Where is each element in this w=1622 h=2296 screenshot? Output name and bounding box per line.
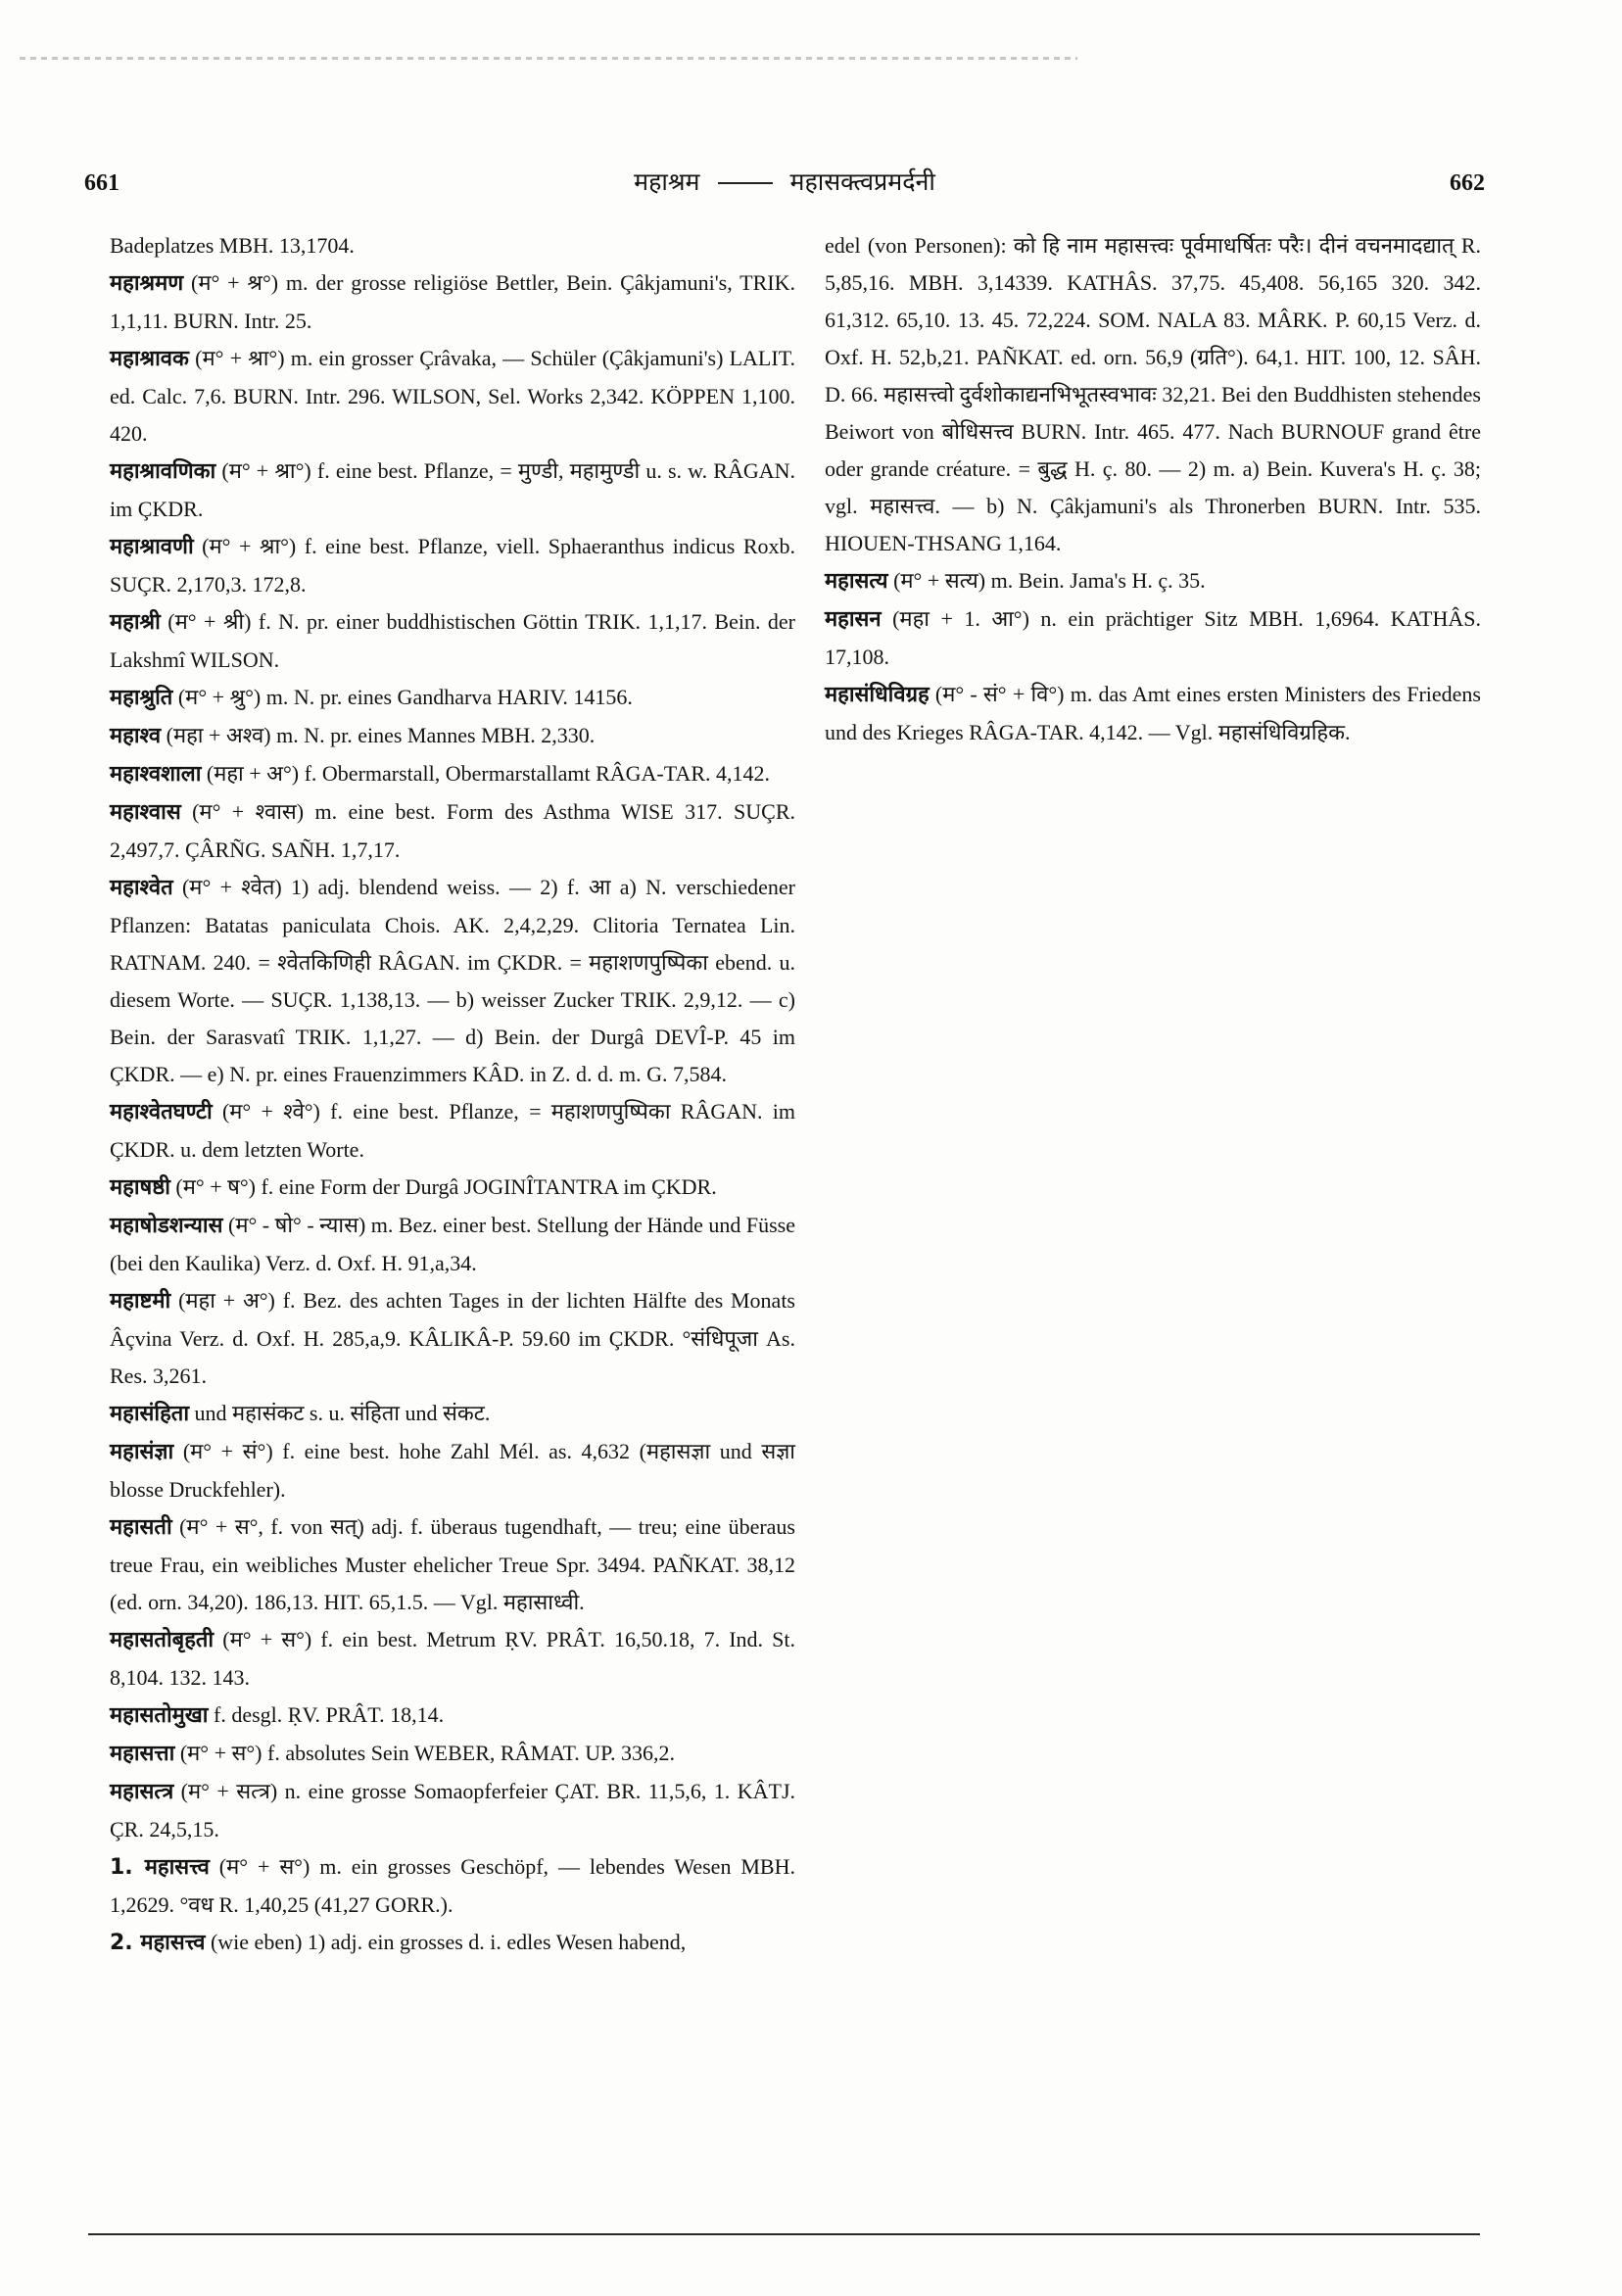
dictionary-entry [110,755,795,793]
headword: महाषष्ठी [110,1175,170,1200]
entry-text: (म° + सत्य) m. Bein. Jama's H. ç. 35. [893,568,1206,593]
running-title [84,165,1485,198]
dictionary-entry [110,264,795,340]
headword: महाश्रावणी [110,535,194,559]
entry-text: (म° + स°) m. ein grosses Geschöpf, — lebendes Wesen MBH. 1,2629. °वध R. 1,40,25 (41,27 GORR.). [110,1854,795,1917]
dictionary-entry [110,869,795,1093]
headword: महाश्रुति [110,686,173,710]
entry-text: (म° + श्रा°) f. eine best. Pflanze, = मुण्डी, महामुण्डी u. s. w. RÂGAN. im ÇKDR. [110,458,796,521]
headword: महासन [825,607,882,632]
headword: महाश्रावक [110,347,189,371]
entry-text: (म° + स°, f. von सत्) adj. f. überaus tugendhaft, — treu; eine überaus treue Frau, ein weibliches Muster ehelicher Treue Spr. 3494. PAÑKAT. 38,12 (ed. orn. 34,20). 186,13. HIT. 65,1.5. — Vgl. महासाध्वी. [110,1514,795,1614]
entry-text: (म° - षो° - न्यास) m. Bez. einer best. Stellung der Hände und Füsse (bei den Kaulika) Verz. d. Oxf. H. 91,a,34. [110,1213,795,1275]
dictionary-entry [110,1207,795,1282]
dictionary-entry [110,1433,795,1508]
dictionary-entry [110,1169,795,1207]
entry-text: (महा + अश्व) m. N. pr. eines Mannes MBH. 2,330. [166,723,596,747]
page-number-right: 662 [1450,170,1485,196]
entry-text: (महा + अ°) f. Bez. des achten Tages in der lichten Hälfte des Monats Âçvina Verz. d. Oxf. H. 285,a,9. KÂLIKÂ-P. 59.60 im ÇKDR. °संधिपूजा As. Res. 3,261. [110,1288,795,1388]
right-column [825,227,1481,751]
entry-text: edel (von Personen): को हि नाम महासत्त्वः पूर्वमाधर्षितः परैः। दीनं वचनमादद्यात् R. 5,85,16. MBH. 3,14339. KATHÂS. 37,75. 45,408. 56,165 320. 342. 61,312. 65,10. 13. 45. 72,224. SOM. NALA 83. MÂRK. P. 60,15 Verz. d. Oxf. H. 52,b,21. PAÑKAT. ed. orn. 56,9 (ग्रति°). 64,1. HIT. 100, 12. SÂH. D. 66. महासत्त्वो दुर्वशोकाद्यनभिभूतस्वभावः 32,21. Bei den Buddhisten stehendes Beiwort von बोधिसत्त्व BURN. Intr. 465. 477. Nach BURNOUF grand être oder grande créature. = बुद्ध H. ç. 80. — 2) m. a) Bein. Kuvera's H. ç. 38; vgl. महासत्त्व. — b) N. Çâkjamuni's als Thronerben BURN. Intr. 535. HIOUEN-THSANG 1,164. [825,233,1481,555]
entry-text: (म° + श्वेत) 1) adj. blendend weiss. — 2) f. आ a) N. verschiedener Pflanzen: Batatas paniculata Chois. AK. 2,4,2,29. Clitoria Ternatea Lin. RATNAM. 240. = श्वेतकिणिही RÂGAN. im ÇKDR. = महाशणपुष्पिका ebend. u. diesem Worte. — SUÇR. 1,138,13. — b) weisser Zucker TRIK. 2,9,12. — c) Bein. der Sarasvatî TRIK. 1,1,27. — d) Bein. der Durgâ DEVÎ-P. 45 im ÇKDR. — e) N. pr. eines Frauenzimmers KÂD. in Z. d. d. m. G. 7,584. [110,875,796,1086]
headword: महाश्वशाला [110,762,202,787]
entry-text: (म° + श्र°) m. der grosse religiöse Bettler, Bein. Çâkjamuni's, TRIK. 1,1,11. BURN. Intr. 25. [110,270,796,333]
dictionary-entry [110,453,795,528]
entry-text: (म° + श्रा°) m. ein grosser Çrâvaka, — Schüler (Çâkjamuni's) LALIT. ed. Calc. 7,6. BURN. Intr. 296. WILSON, Sel. Works 2,342. KÖPPEN 1,100. 420. [110,346,795,446]
headword: महासंज्ञा [110,1440,174,1464]
left-column [110,227,795,1962]
headword: महासत्त्र [110,1780,174,1804]
dictionary-entry [110,603,795,679]
entry-text: (म° + स°) f. absolutes Sein WEBER, RÂMAT. UP. 336,2. [179,1741,675,1765]
dictionary-entry [110,1508,795,1621]
dictionary-entry [110,227,795,264]
entry-text: (म° + सत्त्र) n. eine grosse Somaopferfeier ÇAT. BR. 11,5,6, 1. KÂTJ. ÇR. 24,5,15. [110,1779,796,1842]
entry-text: (म° + श्री) f. N. pr. einer buddhistischen Göttin TRIK. 1,1,17. Bein. der Lakshmî WILSON. [110,609,795,672]
page-number-left: 661 [84,170,119,196]
headword: महासंधिविग्रह [825,683,930,707]
headword: महासतोमुखा [110,1703,209,1728]
entry-text: (म° + श्वास) m. eine best. Form des Asthma WISE 317. SUÇR. 2,497,7. ÇÂRÑG. SAÑH. 1,7,17. [110,799,795,862]
headword: महाश्व [110,724,162,748]
bottom-rule [88,2233,1480,2235]
dictionary-entry [825,227,1481,562]
headword: महाश्वेत [110,876,173,900]
dictionary-entry [825,600,1481,676]
headword: महाश्रावणिका [110,459,216,484]
headword: महासत्य [825,569,888,594]
title-dash [718,182,773,184]
running-title-first-word: महाश्रम [634,167,700,196]
entry-text: und महासंकट s. u. संहिता und संकट. [194,1401,491,1425]
dictionary-entry [110,1924,795,1962]
entry-text: (wie eben) 1) adj. ein grosses d. i. edles Wesen habend, [210,1930,687,1954]
running-title-last-word: महासक्त्वप्रमर्दनी [789,167,935,196]
entry-text: Badeplatzes MBH. 13,1704. [110,233,355,258]
dictionary-entry [110,1395,795,1433]
dictionary-entry [110,1621,795,1697]
dictionary-entry [110,1282,795,1395]
headword: 1. महासत्त्व [110,1855,210,1880]
headword: महाश्वास [110,800,181,825]
entry-text: (महा + अ°) f. Obermarstall, Obermarstallamt RÂGA-TAR. 4,142. [206,761,770,786]
entry-text: (म° + श्रु°) m. N. pr. eines Gandharva HARIV. 14156. [177,685,633,709]
dictionary-entry [110,793,795,869]
entry-text: (म° + सं°) f. eine best. hohe Zahl Mél. as. 4,632 (महासज्ञा und सज्ञा blosse Druckfehler). [110,1439,795,1502]
entry-text: (म° + श्रा°) f. eine best. Pflanze, viell. Sphaeranthus indicus Roxb. SUÇR. 2,170,3. 172,8. [110,534,796,597]
dictionary-entry [110,1093,795,1169]
headword: 2. महासत्त्व [110,1931,206,1955]
dictionary-entry [110,528,795,603]
headword: महाश्री [110,610,161,635]
dictionary-entry [825,562,1481,600]
dictionary-entry [110,717,795,755]
dictionary-entry [110,1735,795,1773]
entry-text: (म° - सं° + वि°) m. das Amt eines ersten Ministers des Friedens und des Krieges RÂGA-TAR. 4,142. — Vgl. महासंधिविग्रहिक. [825,682,1481,744]
dictionary-entry [110,340,795,453]
headword: महासती [110,1515,172,1540]
scan-artifact-line [20,57,1077,60]
headword: महाष्टमी [110,1289,171,1314]
headword: महाषोडशन्यास [110,1214,223,1238]
headword: महासतोबृहती [110,1628,215,1652]
dictionary-entry [110,1848,795,1924]
entry-text: (महा + 1. आ°) n. ein prächtiger Sitz MBH. 1,6964. KATHÂS. 17,108. [825,606,1481,669]
dictionary-entry [110,1773,795,1848]
dictionary-entry [110,1697,795,1735]
entry-text: (म° + ष°) f. eine Form der Durgâ JOGINÎTANTRA im ÇKDR. [175,1174,717,1199]
headword: महासंहिता [110,1402,190,1426]
headword: महाश्वेतघण्टी [110,1100,213,1124]
dictionary-entry [825,676,1481,751]
dictionary-entry [110,679,795,717]
headword: महासत्ता [110,1742,175,1766]
entry-text: f. desgl. ṚV. PRÂT. 18,14. [214,1702,445,1727]
entry-text: (म° + श्वे°) f. eine best. Pflanze, = महाशणपुष्पिका RÂGAN. im ÇKDR. u. dem letzten Worte. [110,1099,796,1162]
page-header [84,165,1485,208]
headword: महाश्रमण [110,271,184,296]
entry-text: (म° + स°) f. ein best. Metrum ṚV. PRÂT. 16,50.18, 7. Ind. St. 8,104. 132. 143. [110,1627,795,1690]
